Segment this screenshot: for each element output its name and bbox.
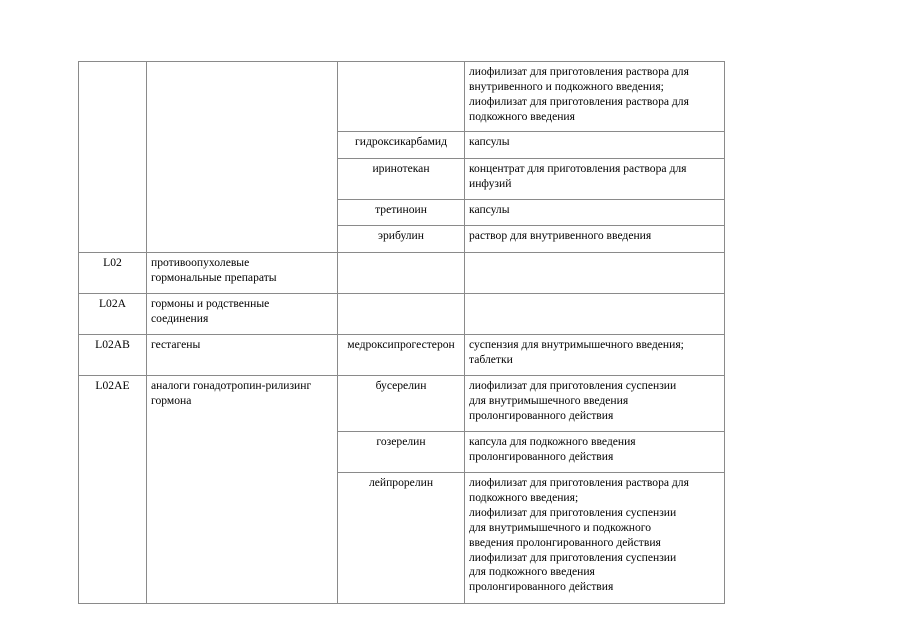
group-name-cell xyxy=(147,253,338,294)
table-row xyxy=(79,294,725,335)
group-name-line: гормоны и родственные xyxy=(151,297,270,310)
dosage-form-line: пролонгированного действия xyxy=(469,580,614,594)
dosage-form-line: для внутримышечного и подкожного xyxy=(469,520,652,534)
dosage-form-line: подкожного введения; xyxy=(469,490,579,504)
dosage-form-line: для внутримышечного введения xyxy=(469,393,629,407)
table-row xyxy=(79,335,725,376)
group-name-cell xyxy=(147,335,338,376)
atc-code-cell: L02AB xyxy=(79,335,147,376)
group-name-line: гормональные препараты xyxy=(151,270,277,284)
atc-code-cell: L02AE xyxy=(79,376,147,604)
group-name-line: аналоги гонадотропин-рилизинг xyxy=(151,379,312,392)
dosage-form-line: капсулы xyxy=(469,135,510,148)
dosage-form-line: лиофилизат для приготовления раствора для xyxy=(469,65,689,78)
table-row xyxy=(79,253,725,294)
drug-name-cell xyxy=(338,62,465,132)
drug-name-cell: бусерелин xyxy=(338,376,465,432)
atc-code-cell xyxy=(79,62,147,253)
dosage-form-cell xyxy=(465,226,725,253)
drug-name-cell: эрибулин xyxy=(338,226,465,253)
dosage-form-line: капсула для подкожного введения xyxy=(469,435,636,448)
dosage-form-line: лиофилизат для приготовления суспензии xyxy=(469,505,677,519)
dosage-form-line: пролонгированного действия xyxy=(469,408,614,422)
group-name-cell xyxy=(147,294,338,335)
dosage-form-line: раствор для внутривенного введения xyxy=(469,229,652,242)
dosage-form-line: подкожного введения xyxy=(469,109,575,123)
drug-name-cell: гозерелин xyxy=(338,432,465,473)
drug-name-cell: гидроксикарбамид xyxy=(338,132,465,159)
dosage-form-line: внутривенного и подкожного введения; xyxy=(469,79,664,93)
dosage-form-line: введения пролонгированного действия xyxy=(469,535,661,549)
dosage-form-line: лиофилизат для приготовления суспензии xyxy=(469,379,677,392)
dosage-form-cell xyxy=(465,473,725,604)
dosage-form-line: лиофилизат для приготовления раствора для xyxy=(469,94,689,108)
group-name-cell xyxy=(147,62,338,253)
dosage-form-cell xyxy=(465,132,725,159)
dosage-form-cell xyxy=(465,376,725,432)
dosage-form-line: таблетки xyxy=(469,352,513,366)
dosage-form-line: пролонгированного действия xyxy=(469,449,614,463)
dosage-form-line: суспензия для внутримышечного введения; xyxy=(469,338,684,351)
group-name-cell xyxy=(147,376,338,604)
drug-name-cell: лейпрорелин xyxy=(338,473,465,604)
drug-name-cell xyxy=(338,253,465,294)
dosage-form-cell xyxy=(465,294,725,335)
table-row xyxy=(79,376,725,432)
drug-name-cell: третиноин xyxy=(338,200,465,226)
dosage-form-line: капсулы xyxy=(469,203,510,216)
group-name-line: соединения xyxy=(151,311,209,325)
dosage-form-cell xyxy=(465,62,725,132)
drug-name-cell xyxy=(338,294,465,335)
dosage-form-line: инфузий xyxy=(469,176,512,190)
dosage-form-line: лиофилизат для приготовления суспензии xyxy=(469,550,677,564)
dosage-form-cell xyxy=(465,159,725,200)
dosage-form-cell xyxy=(465,432,725,473)
dosage-form-line: концентрат для приготовления раствора для xyxy=(469,162,687,175)
dosage-form-line: лиофилизат для приготовления раствора для xyxy=(469,476,689,489)
group-name-line: гормона xyxy=(151,393,192,407)
table-row xyxy=(79,62,725,132)
atc-code-cell: L02 xyxy=(79,253,147,294)
group-name-line: гестагены xyxy=(151,338,201,351)
dosage-form-cell xyxy=(465,335,725,376)
drug-name-cell: медроксипрогестерон xyxy=(338,335,465,376)
atc-code-cell: L02A xyxy=(79,294,147,335)
drug-classification-table xyxy=(78,61,725,604)
drug-name-cell: иринотекан xyxy=(338,159,465,200)
dosage-form-cell xyxy=(465,200,725,226)
group-name-line: противоопухолевые xyxy=(151,256,250,269)
dosage-form-cell xyxy=(465,253,725,294)
dosage-form-line: для подкожного введения xyxy=(469,565,595,579)
